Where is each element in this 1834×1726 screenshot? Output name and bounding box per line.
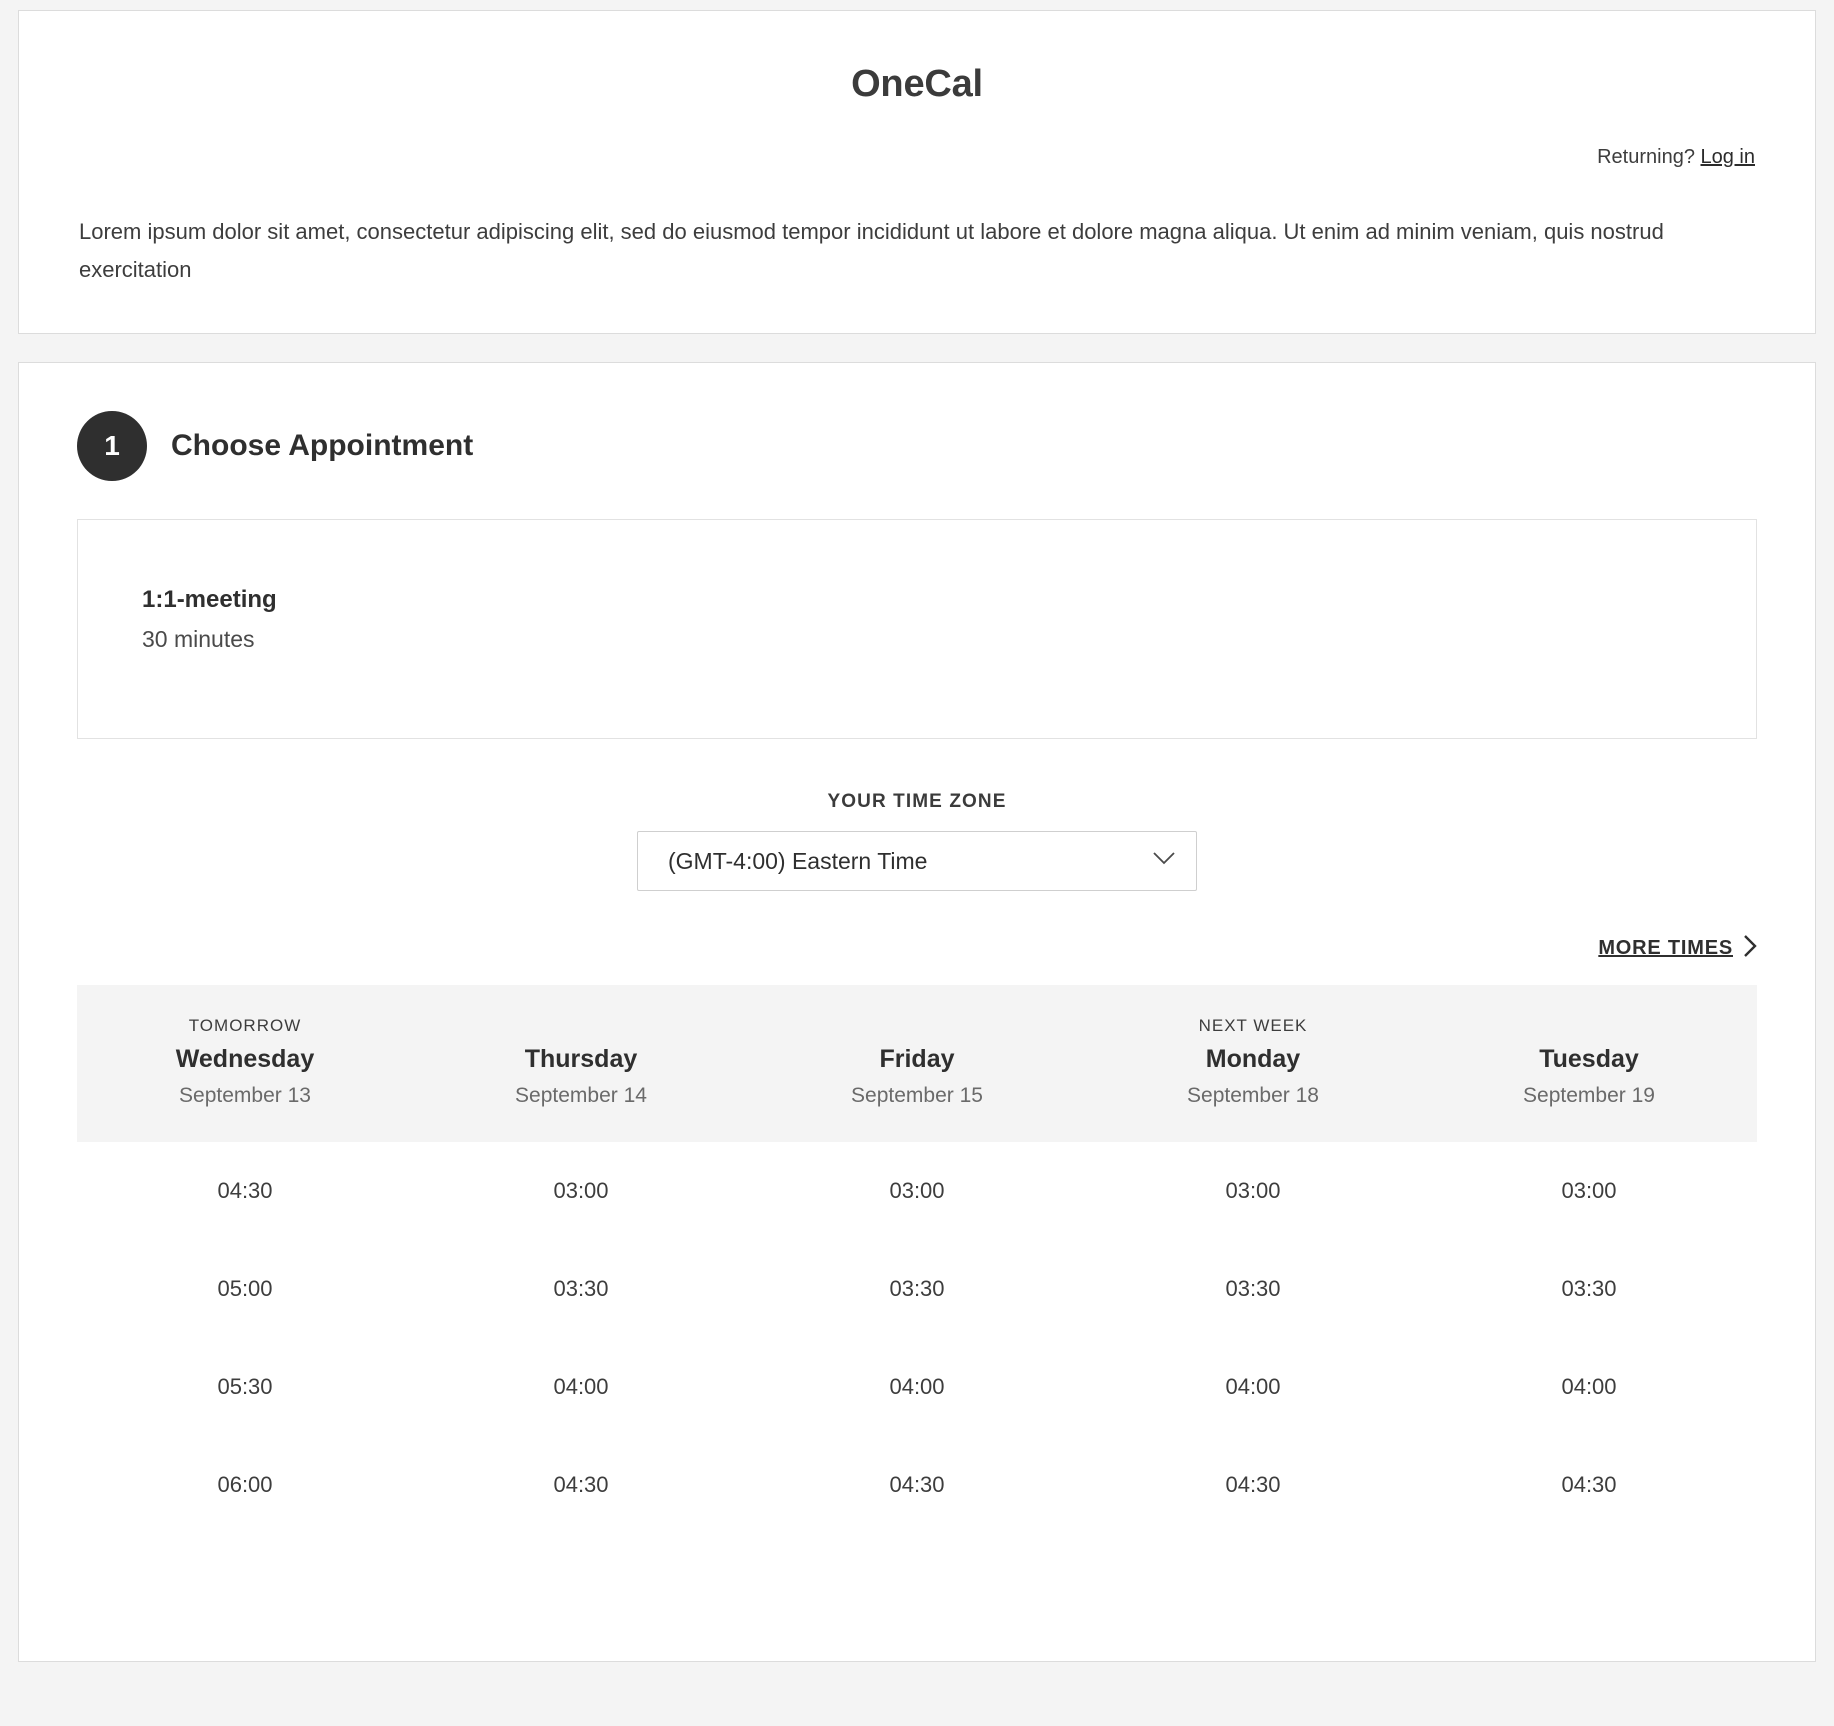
more-times-label: MORE TIMES: [1598, 937, 1733, 960]
time-slot[interactable]: 05:30: [217, 1373, 273, 1399]
time-slot[interactable]: 03:00: [1225, 1177, 1281, 1203]
day-tag: [419, 1015, 743, 1037]
schedule-header: [77, 985, 1757, 1142]
day-tag: [755, 1015, 1079, 1037]
day-date: September 13: [179, 1083, 311, 1107]
table-row: [77, 1436, 1757, 1534]
day-tag: TOMORROW: [188, 1015, 302, 1035]
step-header: [77, 411, 1757, 481]
day-column-header: [77, 985, 413, 1142]
day-date: September 14: [515, 1083, 647, 1107]
time-slot[interactable]: 03:30: [889, 1275, 945, 1301]
returning-row: [79, 146, 1755, 169]
time-slot[interactable]: 04:30: [889, 1471, 945, 1497]
time-slot[interactable]: 03:00: [553, 1177, 609, 1203]
day-name: Friday: [879, 1044, 955, 1073]
day-date: September 18: [1187, 1083, 1319, 1107]
time-slot[interactable]: 04:00: [1561, 1373, 1617, 1399]
step-number-badge: 1: [77, 411, 147, 481]
table-row: [77, 1338, 1757, 1436]
day-column-header: [413, 985, 749, 1142]
day-name: Wednesday: [175, 1044, 315, 1073]
time-slot[interactable]: 03:00: [889, 1177, 945, 1203]
time-slot[interactable]: 03:30: [1225, 1275, 1281, 1301]
time-slot[interactable]: 04:00: [889, 1373, 945, 1399]
day-date: September 19: [1523, 1083, 1655, 1107]
day-name: Monday: [1205, 1044, 1301, 1073]
intro-text: Lorem ipsum dolor sit amet, consectetur adipiscing elit, sed do eiusmod tempor incididunt ut labore et dolore magna aliqua. Ut enim ad minim veniam, quis nostrud exercitation: [79, 219, 1664, 282]
day-name: Thursday: [524, 1044, 638, 1073]
appointment-name: 1:1-meeting: [142, 585, 277, 613]
login-link[interactable]: Log in: [1700, 146, 1755, 168]
day-tag: [1427, 1015, 1751, 1037]
time-slots-table: [77, 985, 1757, 1534]
appointment-duration: 30 minutes: [142, 625, 255, 652]
time-slot[interactable]: 04:00: [1225, 1373, 1281, 1399]
time-slot[interactable]: 03:30: [1561, 1275, 1617, 1301]
day-column-header: [1421, 985, 1757, 1142]
day-column-header: [1085, 985, 1421, 1142]
time-slot[interactable]: 04:30: [1561, 1471, 1617, 1497]
time-slot[interactable]: 05:00: [217, 1275, 273, 1301]
time-slot[interactable]: 06:00: [217, 1471, 273, 1497]
choose-appointment-panel: [18, 362, 1816, 1662]
time-slot[interactable]: 03:00: [1561, 1177, 1617, 1203]
returning-label: Returning?: [1597, 146, 1695, 168]
step-title: Choose Appointment: [171, 428, 474, 462]
timezone-select[interactable]: [637, 831, 1197, 891]
time-slot[interactable]: 04:00: [553, 1373, 609, 1399]
table-row: [77, 1240, 1757, 1338]
day-date: September 15: [851, 1083, 983, 1107]
time-slot[interactable]: 04:30: [217, 1177, 273, 1203]
time-slot[interactable]: 03:30: [553, 1275, 609, 1301]
day-column-header: [749, 985, 1085, 1142]
day-tag: NEXT WEEK: [1198, 1015, 1308, 1035]
time-slot[interactable]: 04:30: [1225, 1471, 1281, 1497]
page-title: OneCal: [851, 63, 983, 105]
header-panel: [18, 10, 1816, 334]
chevron-right-icon: [1743, 935, 1757, 963]
booking-page: [0, 10, 1834, 1662]
schedule-header-row: [77, 985, 1757, 1142]
more-times-row: [77, 935, 1757, 963]
schedule-body: [77, 1142, 1757, 1534]
day-name: Tuesday: [1539, 1044, 1639, 1073]
time-slot[interactable]: 04:30: [553, 1471, 609, 1497]
table-row: [77, 1142, 1757, 1240]
timezone-label: YOUR TIME ZONE: [827, 790, 1007, 812]
timezone-select-wrap: [637, 831, 1197, 891]
timezone-block: [77, 791, 1757, 891]
more-times-button[interactable]: [1598, 935, 1757, 963]
appointment-option-card[interactable]: [77, 519, 1757, 739]
